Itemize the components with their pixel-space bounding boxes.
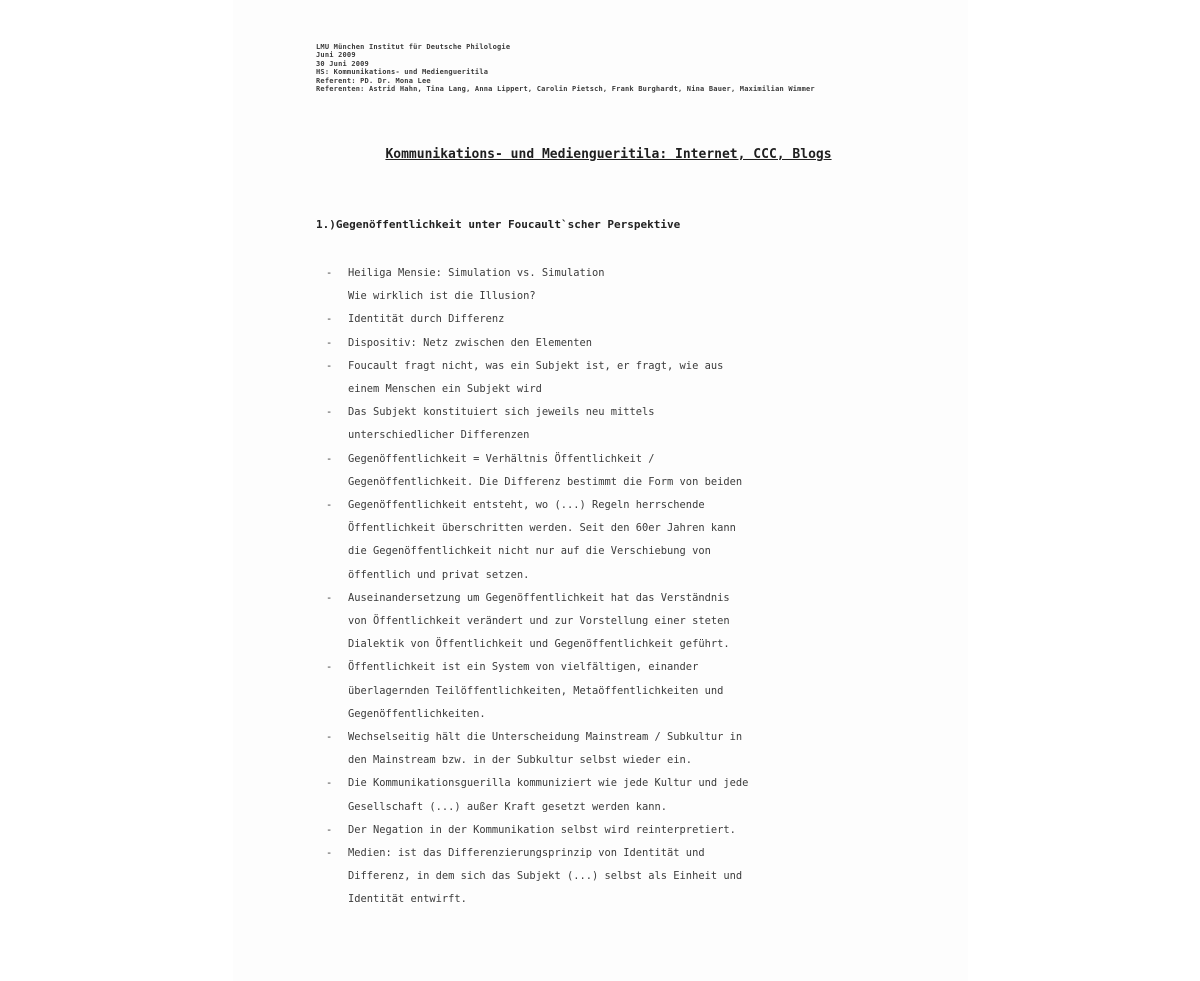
list-item-text: Heiliga Mensie: Simulation vs. Simulation Wie wirklich ist die Illusion?: [348, 267, 605, 303]
bullet-dash: -: [326, 661, 333, 674]
bullet-list: [326, 262, 871, 912]
bullet-dash: -: [326, 452, 333, 465]
bullet-dash: -: [326, 777, 333, 790]
bullet-dash: -: [326, 731, 333, 744]
bullet-dash: -: [326, 823, 333, 836]
header-presenters: Referenten: Astrid Hahn, Tina Lang, Anna Lippert, Carolin Pietsch, Frank Burghardt, Nina Bauer, Maximilian Wimmer: [316, 85, 815, 94]
list-item-text: Auseinandersetzung um Gegenöffentlichkeit hat das Verständnis von Öffentlichkeit verändert und zur Vorstellung einer steten Dialektik von Öffentlichkeit und Gegenöffentlichkeit geführt.: [348, 591, 730, 651]
bullet-dash: -: [326, 499, 333, 512]
list-item-text: Öffentlichkeit ist ein System von vielfältigen, einander überlagernden Teilöffentlichkeiten, Metaöffentlichkeiten und Gegenöffentlichkeiten.: [348, 661, 724, 720]
document-title: Kommunikations- und Mediengueritila: Internet, CCC, Blogs: [385, 147, 832, 162]
list-item: [326, 656, 871, 726]
bullet-dash: -: [326, 359, 333, 372]
list-item-text: Der Negation in der Kommunikation selbst wird reinterpretiert.: [348, 823, 736, 836]
list-item-text: Wechselseitig hält die Unterscheidung Mainstream / Subkultur in den Mainstream bzw. in der Subkultur selbst wieder ein.: [348, 731, 743, 767]
bullet-dash: -: [326, 267, 333, 279]
list-item: [326, 772, 871, 818]
list-item: [326, 819, 871, 842]
list-item: [326, 332, 871, 355]
list-item: [326, 401, 871, 447]
header-institution: LMU München Institut für Deutsche Philologie: [316, 43, 511, 51]
header-lecturer: Referent: PD. Dr. Mona Lee: [316, 76, 431, 85]
header-term: Juni 2009: [316, 51, 356, 60]
list-item: [326, 308, 871, 331]
list-item: [326, 726, 871, 772]
list-item: [326, 842, 871, 912]
bullet-dash: -: [326, 591, 333, 604]
header-seminar: HS: Kommunikations- und Mediengueritila: [316, 68, 489, 77]
list-item-text: Gegenöffentlichkeit = Verhältnis Öffentlichkeit / Gegenöffentlichkeit. Die Differenz bestimmt die Form von beiden: [348, 452, 743, 488]
list-item: [326, 587, 871, 657]
list-item: [326, 448, 871, 494]
list-item: [326, 355, 871, 401]
list-item-text: Gegenöffentlichkeit entsteht, wo (...) Regeln herrschende Öffentlichkeit überschritten werden. Seit den 60er Jahren kann die Gegenöffentlichkeit nicht nur auf die Verschiebung von öffentlich und privat setzen.: [348, 499, 736, 581]
section-heading: 1.)Gegenöffentlichkeit unter Foucault`scher Perspektive: [316, 218, 681, 231]
header-date: 30 Juni 2009: [316, 59, 369, 68]
list-item-text: Medien: ist das Differenzierungsprinzip von Identität und Differenz, in dem sich das Subjekt (...) selbst als Einheit und Identität entwirft.: [348, 847, 743, 906]
bullet-dash: -: [326, 313, 333, 326]
bullet-dash: -: [326, 336, 333, 349]
list-item-text: Identität durch Differenz: [348, 313, 505, 326]
list-item-text: Die Kommunikationsguerilla kommuniziert wie jede Kultur und jede Gesellschaft (...) außer Kraft gesetzt werden kann.: [348, 777, 749, 813]
list-item-text: Dispositiv: Netz zwischen den Elementen: [348, 336, 592, 349]
list-item: [326, 262, 871, 308]
bullet-dash: -: [326, 406, 333, 419]
list-item-text: Das Subjekt konstituiert sich jeweils neu mittels unterschiedlicher Differenzen: [348, 406, 655, 442]
bullet-dash: -: [326, 847, 333, 860]
document-header: [316, 43, 861, 93]
list-item-text: Foucault fragt nicht, was ein Subjekt ist, er fragt, wie aus einem Menschen ein Subjekt wird: [348, 359, 724, 396]
list-item: [326, 494, 871, 587]
